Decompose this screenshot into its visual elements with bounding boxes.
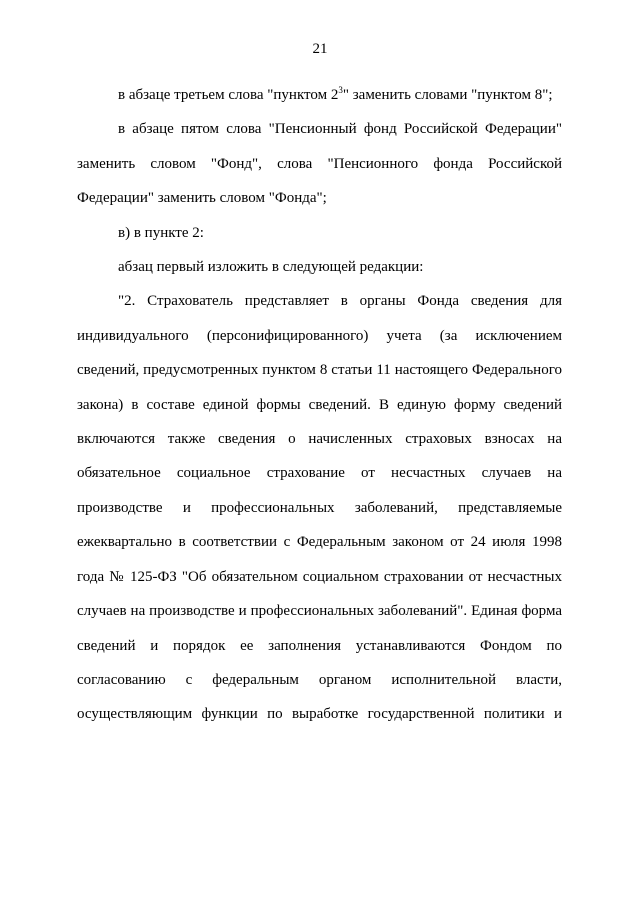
- paragraph-1-text-end: " заменить словами "пунктом 8";: [342, 87, 553, 103]
- page-number: 21: [312, 41, 328, 57]
- paragraph-1-text-start: в абзаце третьем слова "пунктом 2: [118, 87, 339, 103]
- paragraph-2: в абзаце пятом слова "Пенсионный фонд Российской Федерации" заменить словом "Фонд", слова "Пенсионного фонда Российской Федерации" заменить словом "Фонда";: [77, 121, 562, 207]
- paragraph-1: [77, 78, 562, 112]
- paragraph-3: в) в пункте 2:: [118, 224, 204, 241]
- paragraph-4: абзац первый изложить в следующей редакции:: [118, 259, 424, 276]
- superscript: 3: [338, 85, 343, 95]
- paragraph-5: "2. Страхователь представляет в органы Фонда сведения для индивидуального (персонифицированного) учета (за исключением сведений, предусмотренных пунктом 8 статьи 11 настоящего Федерального закона) в составе единой формы сведений. В единую форму сведений включаются также сведения о начисленных страховых взносах на обязательное социальное страхование от несчастных случаев на производстве и профессиональных заболеваний, представляемые ежеквартально в соответствии с Федеральным законом от 24 июля 1998 года № 125-ФЗ "Об обязательном социальном страховании от несчастных случаев на производстве и профессиональных заболеваний". Единая форма сведений и порядок ее заполнения устанавливаются Фондом по согласованию с федеральным органом исполнительной власти, осуществляющим функции по выработке государственной политики и: [77, 293, 562, 723]
- document-body: [77, 78, 562, 732]
